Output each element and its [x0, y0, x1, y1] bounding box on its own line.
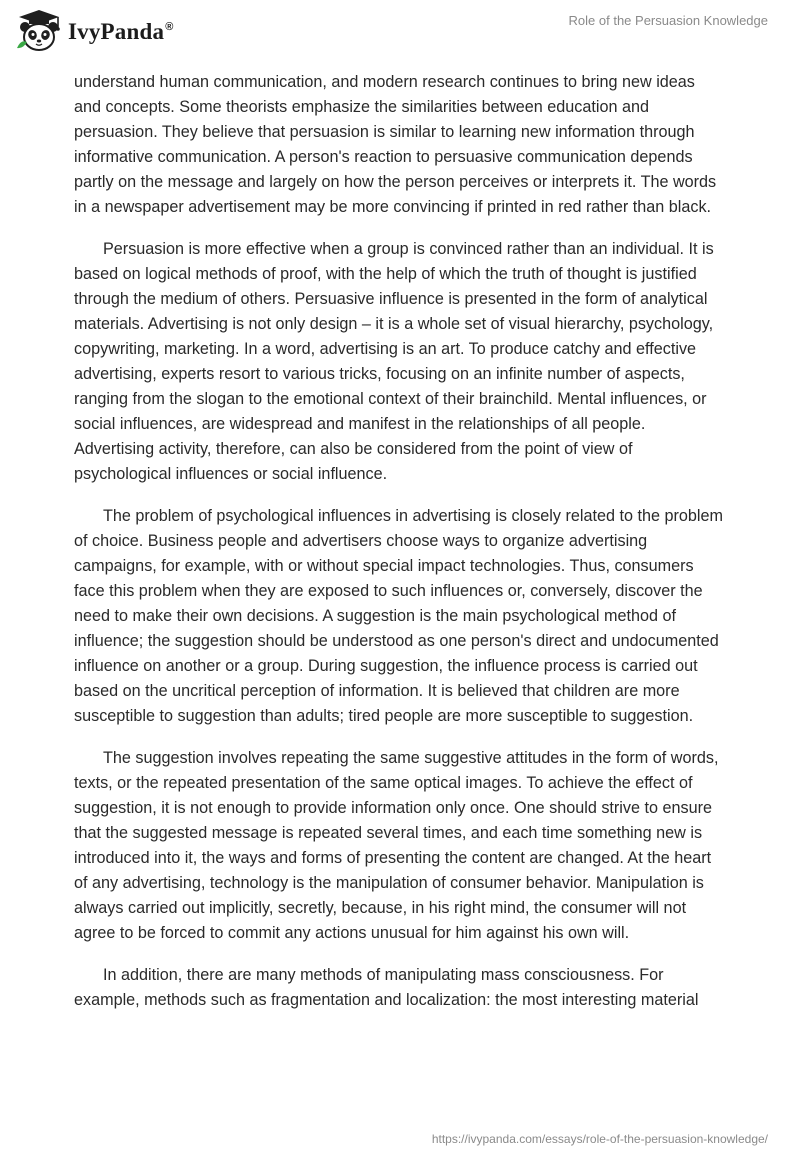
source-url-link[interactable]: https://ivypanda.com/essays/role-of-the-persuasion-knowledge/	[431, 1132, 768, 1146]
paragraph-3: The problem of psychological influences in advertising is closely related to the problem of choice. Business people and advertisers choose ways to organize advertising campaigns, for example, with or without special impact technologies. Thus, consumers face this problem when they are exposed to such influences or, conversely, discover the need to make their own decisions. A suggestion is the main psychological method of influence; the suggestion should be understood as one person's direct and undocumented influence on another or a group. During suggestion, the influence process is carried out based on the uncritical perception of information. It is believed that children are more susceptible to suggestion than adults; tired people are more susceptible to suggestion.	[74, 507, 723, 725]
paragraph-2: Persuasion is more effective when a group is convinced rather than an individual. It is based on logical methods of proof, with the help of which the truth of thought is justified through the medium of others. Persuasive influence is presented in the form of analytical materials. Advertising is not only design – it is a whole set of visual hierarchy, psychology, copywriting, marketing. In a word, advertising is an art. To produce catchy and effective advertising, experts resort to various tricks, focusing on an infinite number of aspects, ranging from the slogan to the emotional context of their brainchild. Mental influences, or social influences, are widespread and manifest in the relationships of all people. Advertising activity, therefore, can also be considered from the point of view of psychological influences or social influence.	[74, 240, 714, 483]
paragraph-1: understand human communication, and modern research continues to bring new ideas and concepts. Some theorists emphasize the similarities between education and persuasion. They believe that persuasion is similar to learning new information through informative communication. A person's reaction to persuasive communication depends partly on the message and largely on how the person perceives or interprets it. The words in a newspaper advertisement may be more convincing if printed in red rather than black.	[74, 73, 717, 216]
document-title: Role of the Persuasion Knowledge	[568, 13, 768, 28]
registered-mark: ®	[165, 21, 174, 34]
paragraph-4: The suggestion involves repeating the same suggestive attitudes in the form of words, texts, or the repeated presentation of the same optical images. To achieve the effect of suggestion, it is not enough to provide information only once. One should strive to ensure that the suggested message is repeated several times, and each time something new is introduced into it, the ways and forms of presenting the content are changed. At the heart of any advertising, technology is the manipulation of consumer behavior. Manipulation is always carried out implicitly, secretly, because, in his right mind, the consumer will not agree to be forced to commit any actions unusual for him against his own will.	[74, 749, 719, 942]
page-header	[0, 0, 800, 64]
ivypanda-logo[interactable]	[14, 8, 174, 54]
essay-body	[74, 70, 726, 1030]
panda-graduate-icon	[14, 8, 64, 54]
logo-text: IvyPanda®	[68, 19, 174, 44]
paragraph-5: In addition, there are many methods of manipulating mass consciousness. For example, methods such as fragmentation and localization: the most interesting material	[74, 966, 699, 1009]
